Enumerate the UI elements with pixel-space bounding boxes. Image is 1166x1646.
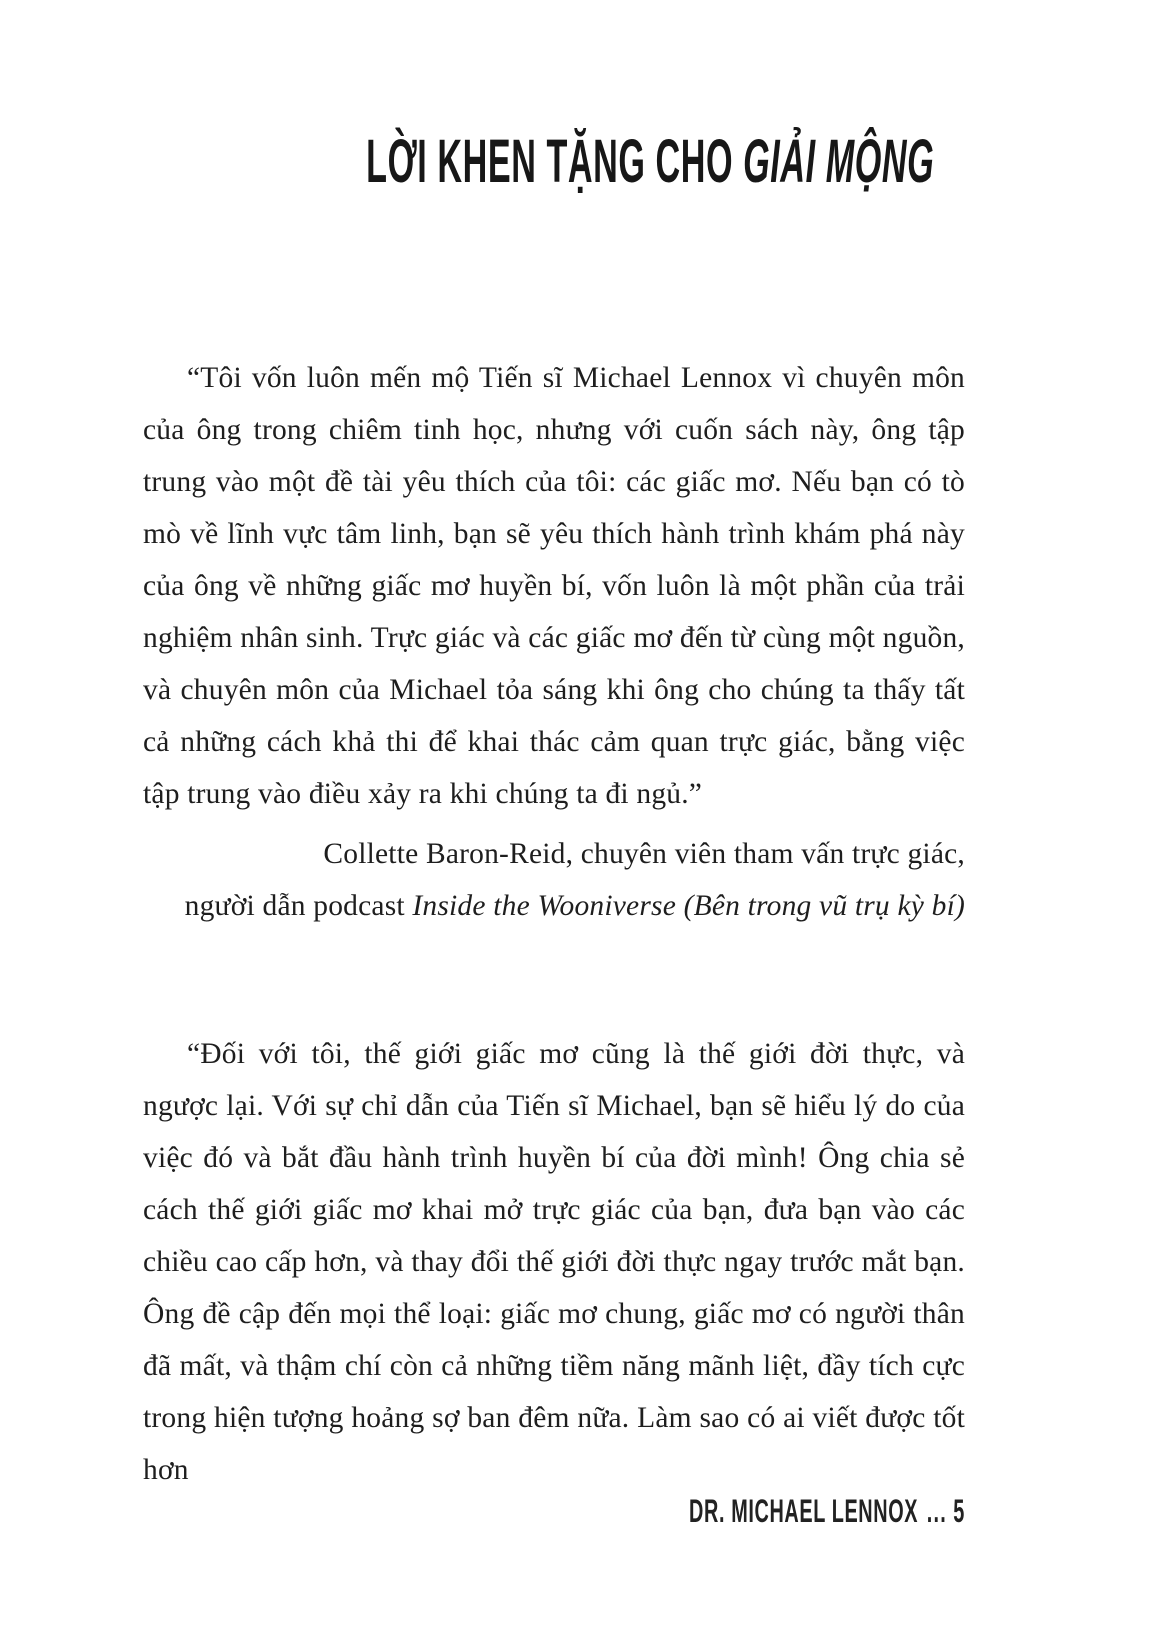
attribution-podcast-line xyxy=(143,880,965,932)
page-footer xyxy=(520,1494,965,1528)
running-head: DR. MICHAEL LENNOX xyxy=(689,1493,919,1529)
attribution-podcast-title: Inside the Wooniverse (Bên trong vũ trụ kỳ bí) xyxy=(412,890,965,922)
endorsement-1-quote: “Tôi vốn luôn mến mộ Tiến sĩ Michael Lennox vì chuyên môn của ông trong chiêm tinh học, nhưng với cuốn sách này, ông tập trung vào một đề tài yêu thích của tôi: các giấc mơ. Nếu bạn có tò mò về lĩnh vực tâm linh, bạn sẽ yêu thích hành trình khám phá này của ông về những giấc mơ huyền bí, vốn luôn là một phần của trải nghiệm nhân sinh. Trực giác và các giấc mơ đến từ cùng một nguồn, và chuyên môn của Michael tỏa sáng khi ông cho chúng ta thấy tất cả những cách khả thi để khai thác cảm quan trực giác, bằng việc tập trung vào điều xảy ra khi chúng ta đi ngủ.” xyxy=(143,362,965,810)
endorsement-1-attribution xyxy=(143,828,965,932)
attribution-name-role: Collette Baron-Reid, chuyên viên tham vấn trực giác, xyxy=(323,838,965,870)
page-number: 5 xyxy=(953,1493,965,1529)
attribution-prefix: người dẫn podcast xyxy=(184,890,413,922)
footer-text xyxy=(689,1494,965,1528)
title-main-text: LỜI KHEN TẶNG CHO xyxy=(366,127,744,195)
page-title-text xyxy=(366,127,935,195)
endorsement-2-quote: “Đối với tôi, thế giới giấc mơ cũng là thế giới đời thực, và ngược lại. Với sự chỉ dẫn của Tiến sĩ Michael, bạn sẽ hiểu lý do của việc đó và bắt đầu hành trình huyền bí của đời mình! Ông chia sẻ cách thế giới giấc mơ khai mở trực giác của bạn, đưa bạn vào các chiều cao cấp hơn, và thay đổi thế giới đời thực ngay trước mắt bạn. Ông đề cập đến mọi thể loại: giấc mơ chung, giấc mơ có người thân đã mất, và thậm chí còn cả những tiềm năng mãnh liệt, đầy tích cực trong hiện tượng hoảng sợ ban đêm nữa. Làm sao có ai viết được tốt hơn xyxy=(143,1038,965,1486)
title-book-name: GIẢI MỘNG xyxy=(743,127,935,195)
text-column xyxy=(143,0,965,1496)
endorsement-2 xyxy=(143,1028,965,1496)
page-title xyxy=(143,0,965,195)
footer-dots: ... xyxy=(926,1493,948,1529)
endorsement-1 xyxy=(143,352,965,932)
